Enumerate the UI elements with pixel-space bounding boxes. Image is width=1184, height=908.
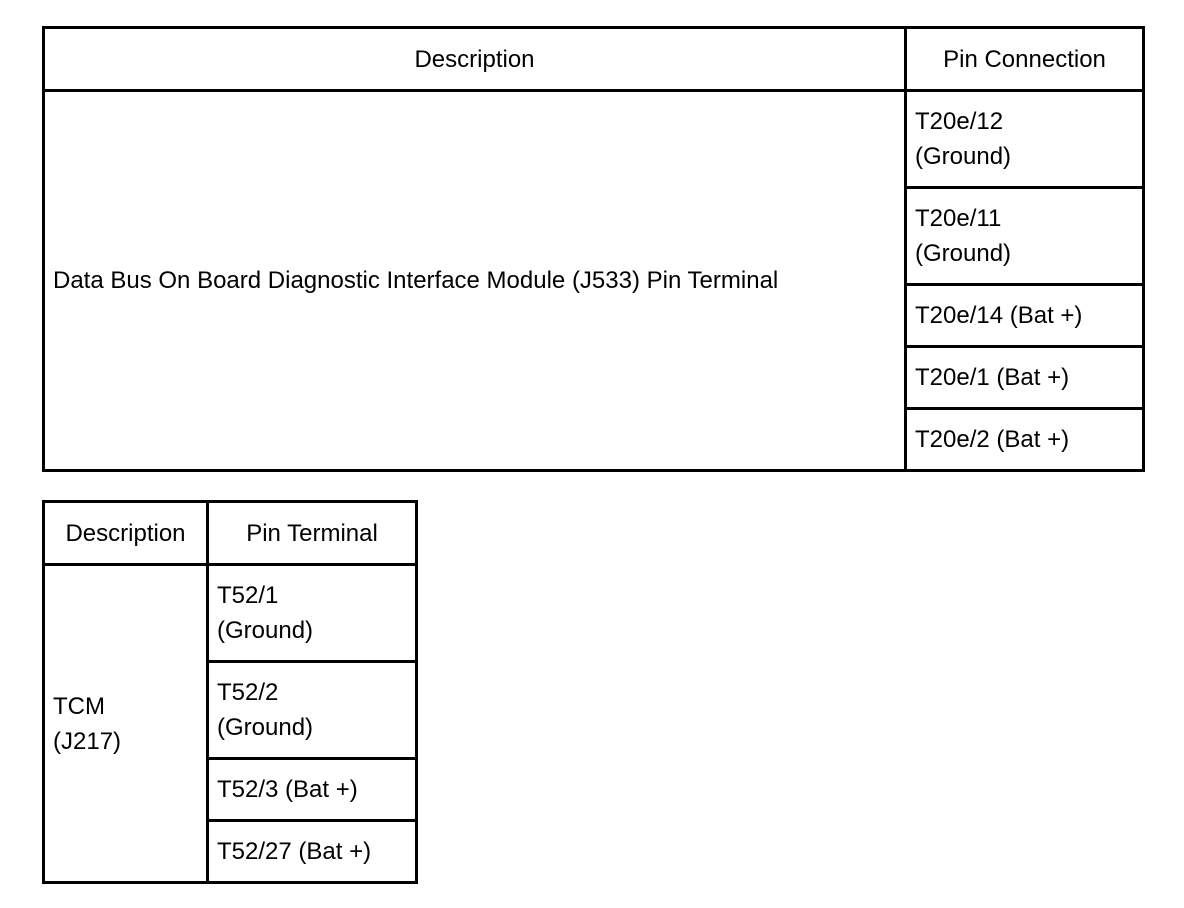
pin-id: T52/3 (Bat +) (217, 776, 358, 803)
table-row (44, 565, 417, 662)
pin-id: T20e/14 (Bat +) (915, 302, 1083, 329)
pin-id: T52/2 (217, 679, 279, 706)
pin-type: (Ground) (915, 240, 1012, 267)
pin-cell (906, 409, 1144, 471)
pin-id: T20e/2 (Bat +) (915, 426, 1070, 453)
pin-type: (Ground) (217, 714, 314, 741)
header-description: Description (44, 28, 906, 91)
pin-id: T20e/11 (915, 205, 1002, 232)
pin-id: T52/1 (217, 582, 279, 609)
pin-connection-table-j533 (42, 26, 1145, 472)
pin-terminal-table-tcm (42, 500, 418, 884)
pin-cell (906, 285, 1144, 347)
table-header-row (44, 502, 417, 565)
pin-id: T52/27 (Bat +) (217, 838, 372, 865)
pin-cell (906, 188, 1144, 285)
pin-cell (906, 347, 1144, 409)
header-description: Description (44, 502, 208, 565)
pin-cell (208, 662, 417, 759)
module-description: Data Bus On Board Diagnostic Interface Module (J533) Pin Terminal (53, 267, 779, 294)
header-pin-connection: Pin Connection (906, 28, 1144, 91)
module-code: (J217) (53, 727, 122, 755)
pin-cell (208, 759, 417, 821)
table-header-row (44, 28, 1144, 91)
pin-cell (208, 821, 417, 883)
pin-cell (208, 565, 417, 662)
module-description-cell (44, 565, 208, 883)
pin-cell (906, 91, 1144, 188)
pin-type: (Ground) (217, 617, 314, 644)
table-row (44, 91, 1144, 188)
pin-type: (Ground) (915, 143, 1012, 170)
module-description-cell (44, 91, 906, 471)
pin-id: T20e/1 (Bat +) (915, 364, 1070, 391)
pin-id: T20e/12 (915, 108, 1004, 135)
header-pin-terminal: Pin Terminal (208, 502, 417, 565)
module-name: TCM (53, 692, 105, 720)
